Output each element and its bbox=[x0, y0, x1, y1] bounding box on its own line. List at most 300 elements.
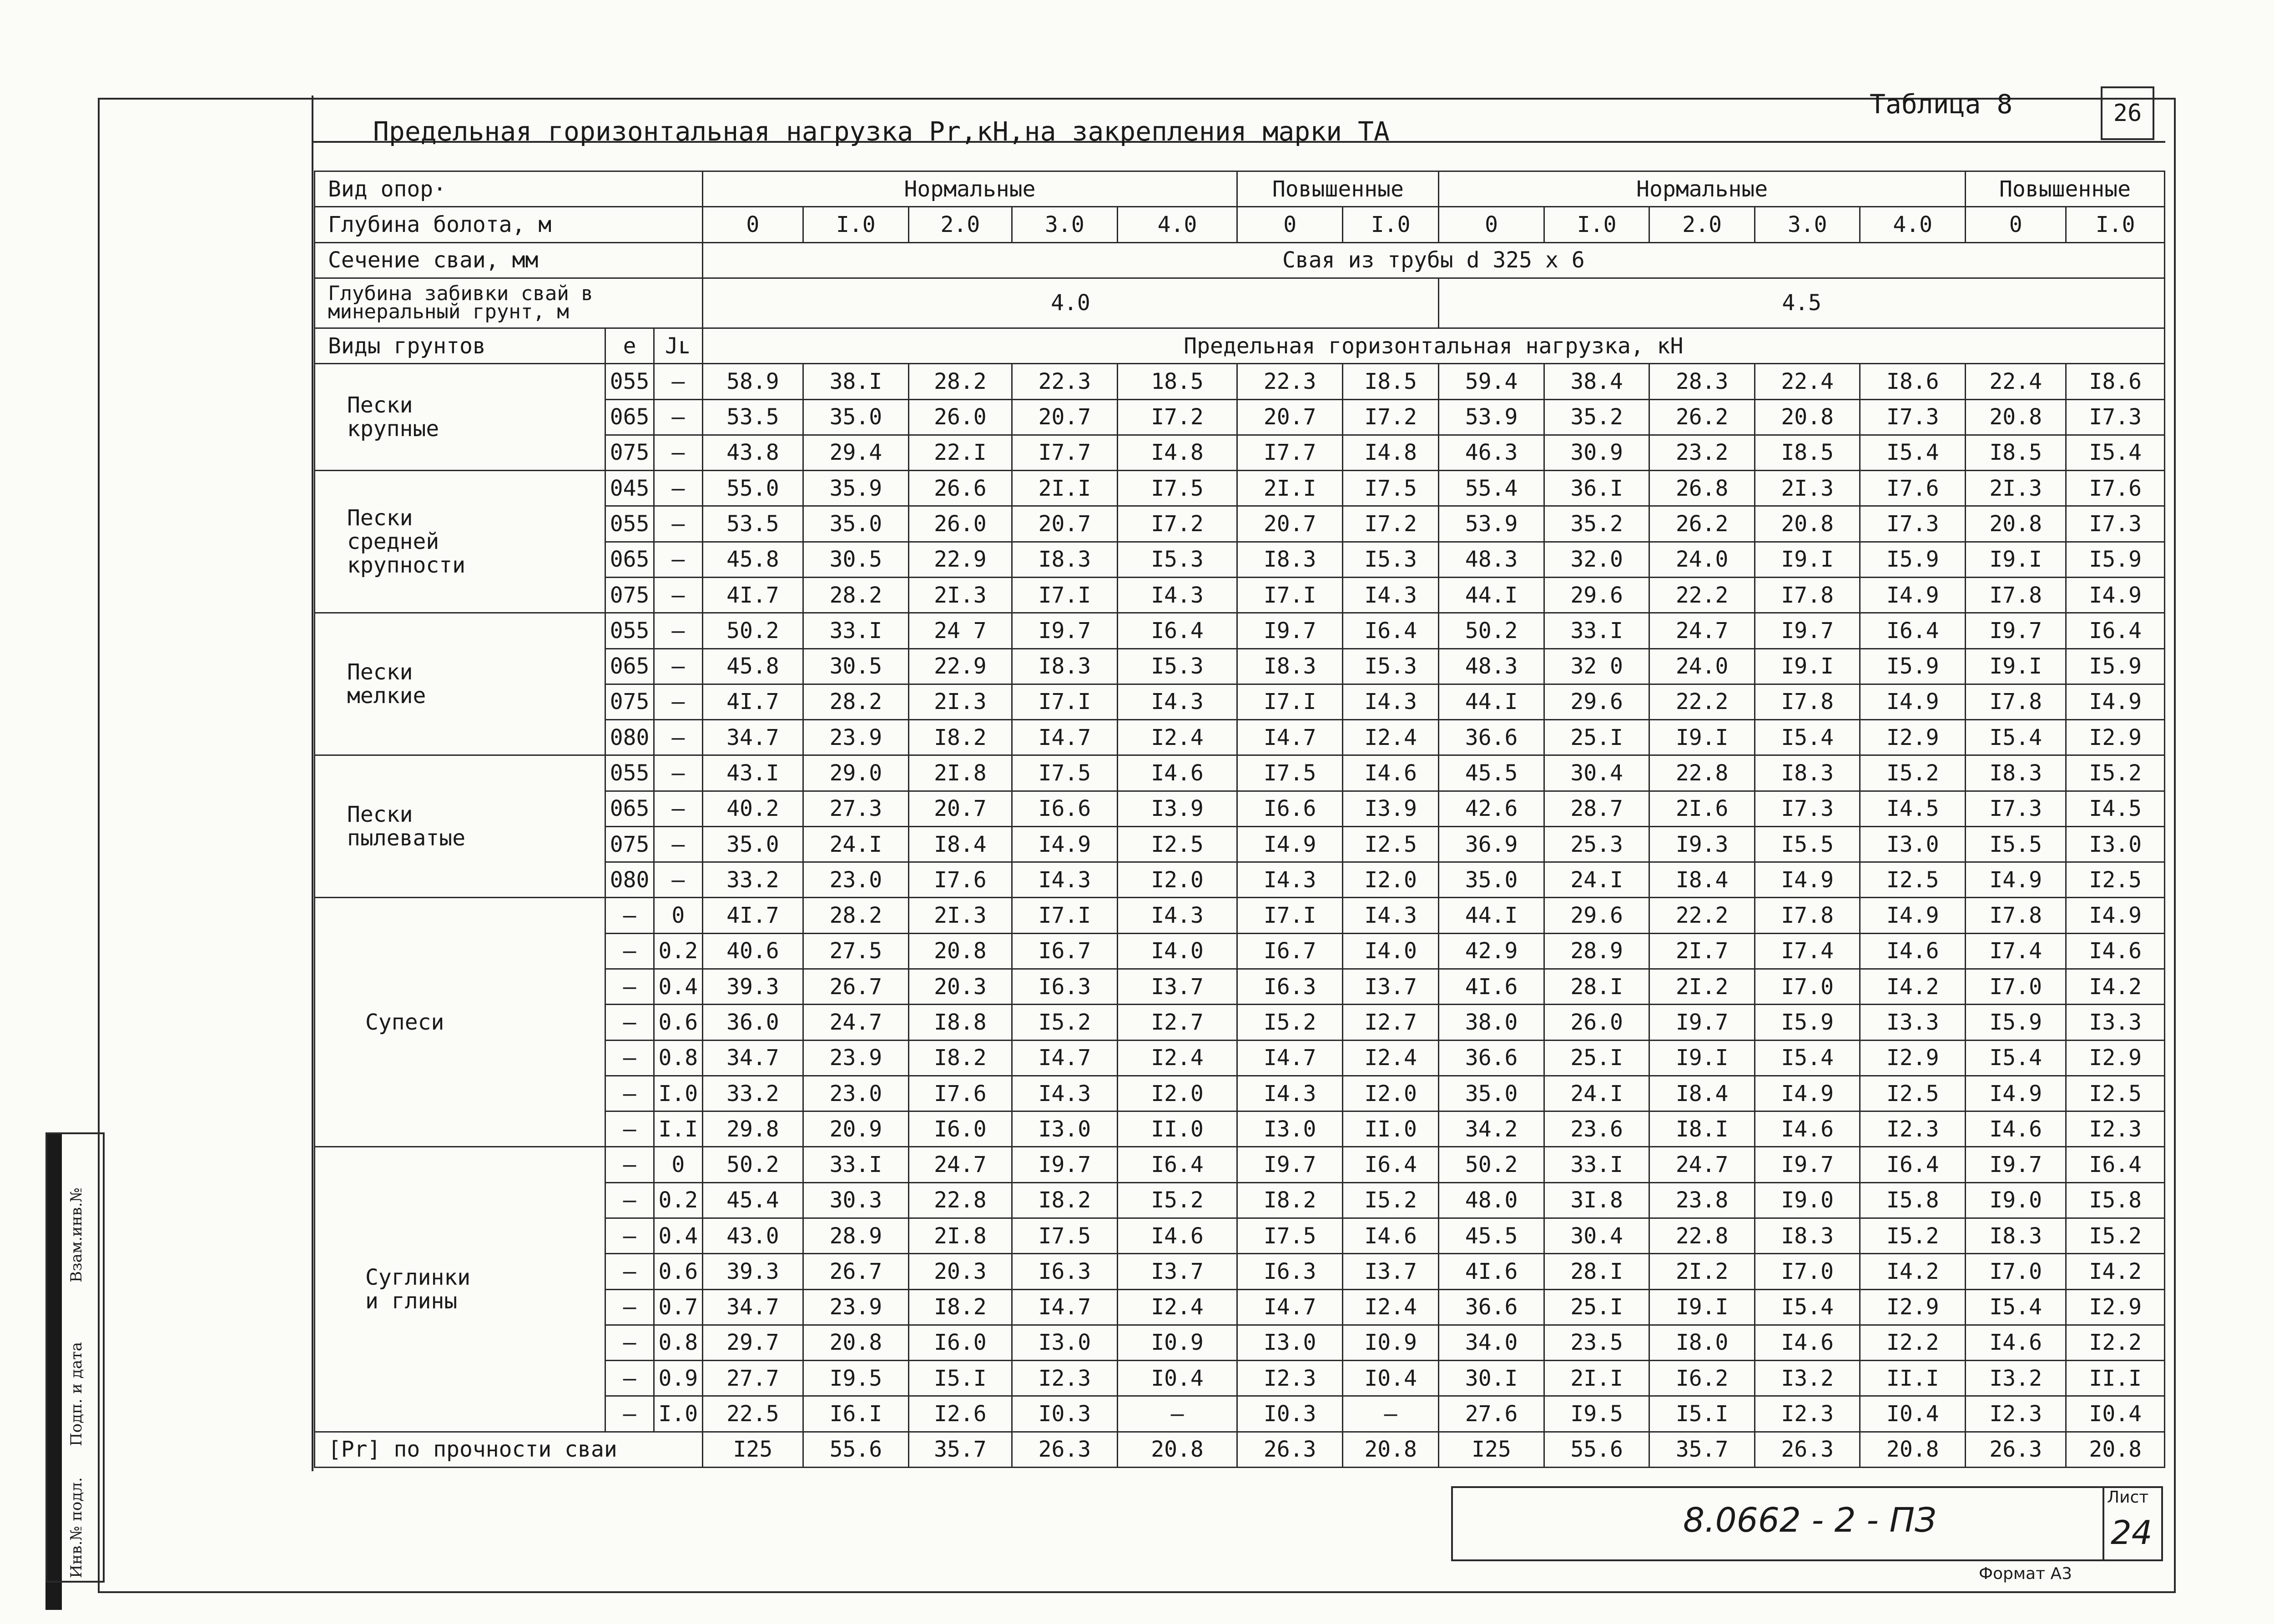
value-cell: I7.5 bbox=[1237, 1218, 1343, 1254]
value-cell: 22.9 bbox=[908, 649, 1012, 684]
depth-cell: 3.0 bbox=[1012, 207, 1118, 242]
value-cell: 33.I bbox=[1544, 1147, 1649, 1182]
value-cell: 2I.6 bbox=[1649, 791, 1755, 826]
value-cell: 40.6 bbox=[702, 933, 803, 969]
strength-value-cell: 20.8 bbox=[2066, 1432, 2165, 1467]
value-cell: I8.2 bbox=[1012, 1182, 1118, 1218]
value-cell: 23.0 bbox=[803, 862, 909, 898]
value-cell: I9.7 bbox=[1965, 1147, 2066, 1182]
value-cell: 26.6 bbox=[908, 471, 1012, 506]
value-cell: 28.I bbox=[1544, 1254, 1649, 1289]
value-cell: I4.2 bbox=[2066, 969, 2165, 1005]
value-cell: I7.7 bbox=[1012, 435, 1118, 470]
value-cell: 42.9 bbox=[1439, 933, 1544, 969]
value-cell: I5.4 bbox=[2066, 435, 2165, 470]
porosity-cell: 065 bbox=[605, 649, 654, 684]
value-cell: I4.3 bbox=[1342, 898, 1438, 933]
value-cell: 29.7 bbox=[702, 1325, 803, 1360]
value-cell: 36.0 bbox=[702, 1005, 803, 1040]
value-cell: I8.6 bbox=[1860, 364, 1966, 399]
value-cell: 43.I bbox=[702, 755, 803, 791]
value-cell: I7.3 bbox=[1755, 791, 1860, 826]
value-cell: 35.2 bbox=[1544, 506, 1649, 542]
value-cell: 30.I bbox=[1439, 1361, 1544, 1396]
value-cell: I9.I bbox=[1649, 1289, 1755, 1325]
value-cell: I9.5 bbox=[803, 1361, 909, 1396]
value-cell: I4.6 bbox=[1342, 1218, 1438, 1254]
value-cell: I0.9 bbox=[1117, 1325, 1237, 1360]
value-cell: I4.6 bbox=[1965, 1325, 2066, 1360]
value-cell: 24.7 bbox=[1649, 1147, 1755, 1182]
liquidity-cell: 0.8 bbox=[654, 1325, 702, 1360]
value-cell: I5.2 bbox=[1860, 1218, 1966, 1254]
value-cell: I5.4 bbox=[1965, 720, 2066, 755]
porosity-cell: – bbox=[605, 1396, 654, 1432]
value-cell: 26.0 bbox=[1544, 1005, 1649, 1040]
header-sechenie: Сечение сваи, мм bbox=[315, 242, 703, 278]
value-cell: I7.5 bbox=[1012, 755, 1118, 791]
value-cell: I5.2 bbox=[1117, 1182, 1237, 1218]
liquidity-cell: 0.6 bbox=[654, 1005, 702, 1040]
value-cell: 23.6 bbox=[1544, 1111, 1649, 1147]
porosity-cell: – bbox=[605, 1040, 654, 1076]
value-cell: I4.7 bbox=[1237, 1289, 1343, 1325]
value-cell: I3.0 bbox=[1237, 1325, 1343, 1360]
value-cell: 2I.I bbox=[1012, 471, 1118, 506]
value-cell: I7.6 bbox=[908, 862, 1012, 898]
value-cell: 36.6 bbox=[1439, 720, 1544, 755]
value-cell: 26.2 bbox=[1649, 399, 1755, 435]
liquidity-cell: – bbox=[654, 826, 702, 862]
value-cell: 29.6 bbox=[1544, 898, 1649, 933]
liquidity-cell: 0.8 bbox=[654, 1040, 702, 1076]
value-cell: 28.7 bbox=[1544, 791, 1649, 826]
value-cell: 38.4 bbox=[1544, 364, 1649, 399]
value-cell: 20.7 bbox=[1237, 399, 1343, 435]
porosity-cell: – bbox=[605, 933, 654, 969]
value-cell: I4.6 bbox=[1117, 755, 1237, 791]
value-cell: I5.2 bbox=[1237, 1005, 1343, 1040]
value-cell: 32 0 bbox=[1544, 649, 1649, 684]
strength-value-cell: 35.7 bbox=[908, 1432, 1012, 1467]
value-cell: I2.3 bbox=[1012, 1361, 1118, 1396]
liquidity-cell: – bbox=[654, 364, 702, 399]
value-cell: 22.8 bbox=[1649, 1218, 1755, 1254]
value-cell: 29.4 bbox=[803, 435, 909, 470]
value-cell: I2.0 bbox=[1342, 1076, 1438, 1111]
strength-value-cell: 26.3 bbox=[1237, 1432, 1343, 1467]
value-cell: 28.I bbox=[1544, 969, 1649, 1005]
soil-type-label: Пески средней крупности bbox=[315, 471, 605, 613]
value-cell: 50.2 bbox=[702, 613, 803, 649]
value-cell: 20.7 bbox=[1012, 399, 1118, 435]
soil-type-label: Пески крупные bbox=[315, 364, 605, 471]
header-svaya: Свая из трубы d 325 x 6 bbox=[702, 242, 2164, 278]
porosity-cell: 080 bbox=[605, 720, 654, 755]
value-cell: I3.0 bbox=[1012, 1111, 1118, 1147]
value-cell: 24.7 bbox=[1649, 613, 1755, 649]
value-cell: I6.3 bbox=[1237, 1254, 1343, 1289]
header-normal-2: Нормальные bbox=[1439, 171, 1966, 207]
value-cell: I4.0 bbox=[1117, 933, 1237, 969]
value-cell: I7.8 bbox=[1755, 577, 1860, 613]
value-cell: 50.2 bbox=[702, 1147, 803, 1182]
value-cell: 20.7 bbox=[908, 791, 1012, 826]
porosity-cell: – bbox=[605, 1111, 654, 1147]
value-cell: I5.8 bbox=[2066, 1182, 2165, 1218]
value-cell: 20.7 bbox=[1237, 506, 1343, 542]
value-cell: 29.8 bbox=[702, 1111, 803, 1147]
value-cell: 29.6 bbox=[1544, 577, 1649, 613]
value-cell: I7.5 bbox=[1237, 755, 1343, 791]
value-cell: 22.5 bbox=[702, 1396, 803, 1432]
value-cell: 36.9 bbox=[1439, 826, 1544, 862]
value-cell: 20.3 bbox=[908, 969, 1012, 1005]
value-cell: I9.I bbox=[1965, 542, 2066, 577]
value-cell: I7.4 bbox=[1965, 933, 2066, 969]
value-cell: I7.I bbox=[1237, 577, 1343, 613]
value-cell: 22.9 bbox=[908, 542, 1012, 577]
liquidity-cell: 0.4 bbox=[654, 969, 702, 1005]
value-cell: I3.2 bbox=[1755, 1361, 1860, 1396]
value-cell: 20.8 bbox=[1755, 399, 1860, 435]
porosity-cell: – bbox=[605, 1005, 654, 1040]
value-cell: I0.3 bbox=[1012, 1396, 1118, 1432]
value-cell: I7.3 bbox=[1860, 506, 1966, 542]
value-cell: I2.0 bbox=[1117, 1076, 1237, 1111]
depth-cell: 2.0 bbox=[1649, 207, 1755, 242]
value-cell: 4I.6 bbox=[1439, 1254, 1544, 1289]
porosity-cell: – bbox=[605, 969, 654, 1005]
liquidity-cell: – bbox=[654, 542, 702, 577]
value-cell: 48.0 bbox=[1439, 1182, 1544, 1218]
table-row bbox=[315, 364, 2165, 399]
value-cell: I9.7 bbox=[1012, 613, 1118, 649]
value-cell: I0.4 bbox=[1342, 1361, 1438, 1396]
value-cell: 42.6 bbox=[1439, 791, 1544, 826]
value-cell: 34.2 bbox=[1439, 1111, 1544, 1147]
value-cell: I6.3 bbox=[1012, 1254, 1118, 1289]
value-cell: I3.0 bbox=[1012, 1325, 1118, 1360]
value-cell: I7.7 bbox=[1237, 435, 1343, 470]
value-cell: 20.3 bbox=[908, 1254, 1012, 1289]
value-cell: 22.8 bbox=[1649, 755, 1755, 791]
liquidity-cell: 0.4 bbox=[654, 1218, 702, 1254]
value-cell: I6.4 bbox=[1342, 613, 1438, 649]
value-cell: 2I.2 bbox=[1649, 969, 1755, 1005]
value-cell: I4.3 bbox=[1012, 1076, 1118, 1111]
value-cell: I2.3 bbox=[1755, 1396, 1860, 1432]
porosity-cell: – bbox=[605, 1254, 654, 1289]
value-cell: 30.5 bbox=[803, 542, 909, 577]
value-cell: 48.3 bbox=[1439, 649, 1544, 684]
depth-cell: 0 bbox=[1237, 207, 1343, 242]
value-cell: 22.3 bbox=[1012, 364, 1118, 399]
value-cell: I2.6 bbox=[908, 1396, 1012, 1432]
value-cell: I6.3 bbox=[1237, 969, 1343, 1005]
value-cell: I7.3 bbox=[2066, 399, 2165, 435]
liquidity-cell: 0.2 bbox=[654, 1182, 702, 1218]
value-cell: 23.9 bbox=[803, 720, 909, 755]
value-cell: 22.2 bbox=[1649, 898, 1755, 933]
value-cell: I5.9 bbox=[1860, 542, 1966, 577]
value-cell: I5.9 bbox=[2066, 542, 2165, 577]
value-cell: I5.4 bbox=[1965, 1040, 2066, 1076]
value-cell: 44.I bbox=[1439, 898, 1544, 933]
value-cell: I8.4 bbox=[1649, 862, 1755, 898]
value-cell: I4.5 bbox=[1860, 791, 1966, 826]
value-cell: 28.9 bbox=[803, 1218, 909, 1254]
value-cell: I4.6 bbox=[1117, 1218, 1237, 1254]
value-cell: I7.I bbox=[1012, 577, 1118, 613]
value-cell: 35.0 bbox=[1439, 1076, 1544, 1111]
depth-cell: 0 bbox=[1439, 207, 1544, 242]
table-row bbox=[315, 471, 2165, 506]
value-cell: 38.I bbox=[803, 364, 909, 399]
value-cell: II.0 bbox=[1117, 1111, 1237, 1147]
value-cell: 2I.3 bbox=[1755, 471, 1860, 506]
value-cell: 25.I bbox=[1544, 1289, 1649, 1325]
porosity-cell: 065 bbox=[605, 399, 654, 435]
side-label-sign: Подп. и дата bbox=[67, 1342, 86, 1446]
value-cell: 2I.2 bbox=[1649, 1254, 1755, 1289]
strength-value-cell: 20.8 bbox=[1342, 1432, 1438, 1467]
value-cell: I4.9 bbox=[1965, 1076, 2066, 1111]
value-cell: 35.0 bbox=[803, 506, 909, 542]
value-cell: 24.7 bbox=[908, 1147, 1012, 1182]
porosity-cell: 075 bbox=[605, 684, 654, 719]
header-glubina-bolota: Глубина болота, м bbox=[315, 207, 703, 242]
value-cell: I8.3 bbox=[1237, 542, 1343, 577]
side-label-vzam: Взам.инв.№ bbox=[67, 1187, 86, 1282]
porosity-cell: 065 bbox=[605, 542, 654, 577]
value-cell: I5.4 bbox=[1755, 1289, 1860, 1325]
value-cell: 3I.8 bbox=[1544, 1182, 1649, 1218]
value-cell: I3.0 bbox=[1237, 1111, 1343, 1147]
value-cell: I5.9 bbox=[1860, 649, 1966, 684]
strength-value-cell: 20.8 bbox=[1860, 1432, 1966, 1467]
value-cell: I8.5 bbox=[1342, 364, 1438, 399]
value-cell: I5.9 bbox=[1965, 1005, 2066, 1040]
value-cell: I8.3 bbox=[1965, 1218, 2066, 1254]
value-cell: I4.7 bbox=[1012, 1040, 1118, 1076]
value-cell: I9.I bbox=[1649, 720, 1755, 755]
value-cell: I4.6 bbox=[1342, 755, 1438, 791]
value-cell: I4.3 bbox=[1117, 577, 1237, 613]
value-cell: 24 7 bbox=[908, 613, 1012, 649]
value-cell: 27.6 bbox=[1439, 1396, 1544, 1432]
value-cell: I7.0 bbox=[1965, 1254, 2066, 1289]
value-cell: I7.I bbox=[1012, 684, 1118, 719]
porosity-cell: 055 bbox=[605, 613, 654, 649]
value-cell: I4.3 bbox=[1012, 862, 1118, 898]
value-cell: 22.4 bbox=[1755, 364, 1860, 399]
value-cell: I4.9 bbox=[2066, 898, 2165, 933]
porosity-cell: – bbox=[605, 1182, 654, 1218]
value-cell: 2I.8 bbox=[908, 1218, 1012, 1254]
value-cell: I8.2 bbox=[908, 1289, 1012, 1325]
value-cell: I4.6 bbox=[1860, 933, 1966, 969]
liquidity-cell: – bbox=[654, 435, 702, 470]
value-cell: 2I.3 bbox=[1965, 471, 2066, 506]
header-col-il: Jʟ bbox=[654, 328, 702, 363]
value-cell: I9.7 bbox=[1755, 1147, 1860, 1182]
value-cell: 20.8 bbox=[1755, 506, 1860, 542]
sheet-label: Лист bbox=[2107, 1488, 2149, 1507]
value-cell: I7.0 bbox=[1755, 969, 1860, 1005]
value-cell: 2I.I bbox=[1237, 471, 1343, 506]
value-cell: I4.8 bbox=[1117, 435, 1237, 470]
value-cell: I5.2 bbox=[2066, 755, 2165, 791]
strength-value-cell: 20.8 bbox=[1117, 1432, 1237, 1467]
value-cell: 24.7 bbox=[803, 1005, 909, 1040]
value-cell: I2.9 bbox=[1860, 1289, 1966, 1325]
value-cell: I7.6 bbox=[908, 1076, 1012, 1111]
value-cell: 20.7 bbox=[1012, 506, 1118, 542]
value-cell: I3.3 bbox=[1860, 1005, 1966, 1040]
value-cell: I8.4 bbox=[908, 826, 1012, 862]
value-cell: 33.I bbox=[803, 613, 909, 649]
value-cell: 26.0 bbox=[908, 399, 1012, 435]
value-cell: I2.7 bbox=[1342, 1005, 1438, 1040]
value-cell: 29.6 bbox=[1544, 684, 1649, 719]
value-cell: I6.0 bbox=[908, 1111, 1012, 1147]
liquidity-cell: 0 bbox=[654, 1147, 702, 1182]
value-cell: I4.7 bbox=[1237, 720, 1343, 755]
value-cell: I4.9 bbox=[1012, 826, 1118, 862]
porosity-cell: 075 bbox=[605, 435, 654, 470]
value-cell: 20.8 bbox=[1965, 506, 2066, 542]
liquidity-cell: – bbox=[654, 399, 702, 435]
strength-value-cell: 26.3 bbox=[1012, 1432, 1118, 1467]
header-zab-1: 4.0 bbox=[702, 278, 1439, 328]
value-cell: I5.5 bbox=[1965, 826, 2066, 862]
value-cell: 29.0 bbox=[803, 755, 909, 791]
value-cell: I7.0 bbox=[1755, 1254, 1860, 1289]
value-cell: 2I.I bbox=[1544, 1361, 1649, 1396]
value-cell: I6.4 bbox=[1860, 1147, 1966, 1182]
value-cell: 18.5 bbox=[1117, 364, 1237, 399]
value-cell: I7.2 bbox=[1117, 399, 1237, 435]
value-cell: 32.0 bbox=[1544, 542, 1649, 577]
value-cell: I3.9 bbox=[1342, 791, 1438, 826]
depth-cell: 0 bbox=[1965, 207, 2066, 242]
value-cell: I4.3 bbox=[1237, 862, 1343, 898]
value-cell: I0.4 bbox=[1860, 1396, 1966, 1432]
strength-value-cell: 35.7 bbox=[1649, 1432, 1755, 1467]
value-cell: I5.4 bbox=[1755, 720, 1860, 755]
value-cell: I6.6 bbox=[1012, 791, 1118, 826]
value-cell: 20.8 bbox=[1965, 399, 2066, 435]
value-cell: 28.2 bbox=[803, 898, 909, 933]
value-cell: I5.4 bbox=[1965, 1289, 2066, 1325]
value-cell: I8.I bbox=[1649, 1111, 1755, 1147]
value-cell: 23.2 bbox=[1649, 435, 1755, 470]
value-cell: I4.0 bbox=[1342, 933, 1438, 969]
value-cell: I7.0 bbox=[1965, 969, 2066, 1005]
value-cell: 34.7 bbox=[702, 1040, 803, 1076]
porosity-cell: 075 bbox=[605, 577, 654, 613]
value-cell: I5.3 bbox=[1117, 649, 1237, 684]
value-cell: 30.9 bbox=[1544, 435, 1649, 470]
liquidity-cell: – bbox=[654, 506, 702, 542]
value-cell: I7.3 bbox=[2066, 506, 2165, 542]
value-cell: I7.8 bbox=[1965, 898, 2066, 933]
value-cell: I6.4 bbox=[1117, 1147, 1237, 1182]
strength-value-cell: 26.3 bbox=[1755, 1432, 1860, 1467]
header-row-1 bbox=[315, 171, 2165, 207]
value-cell: I4.6 bbox=[2066, 933, 2165, 969]
value-cell: – bbox=[1342, 1396, 1438, 1432]
depth-cell: 2.0 bbox=[908, 207, 1012, 242]
value-cell: I2.9 bbox=[1860, 720, 1966, 755]
value-cell: I8.2 bbox=[908, 1040, 1012, 1076]
value-cell: I2.2 bbox=[2066, 1325, 2165, 1360]
value-cell: I9.I bbox=[1965, 649, 2066, 684]
value-cell: 48.3 bbox=[1439, 542, 1544, 577]
value-cell: 4I.7 bbox=[702, 684, 803, 719]
value-cell: I6.6 bbox=[1237, 791, 1343, 826]
value-cell: I4.9 bbox=[1965, 862, 2066, 898]
value-cell: I9.0 bbox=[1965, 1182, 2066, 1218]
value-cell: I4.9 bbox=[1755, 862, 1860, 898]
page-number: 26 bbox=[2101, 86, 2154, 140]
strength-value-cell: 26.3 bbox=[1965, 1432, 2066, 1467]
value-cell: I2.0 bbox=[1117, 862, 1237, 898]
value-cell: 45.5 bbox=[1439, 1218, 1544, 1254]
value-cell: 22.8 bbox=[908, 1182, 1012, 1218]
value-cell: I6.4 bbox=[2066, 1147, 2165, 1182]
value-cell: 26.7 bbox=[803, 969, 909, 1005]
value-cell: 22.4 bbox=[1965, 364, 2066, 399]
value-cell: 23.0 bbox=[803, 1076, 909, 1111]
value-cell: 55.0 bbox=[702, 471, 803, 506]
value-cell: I5.8 bbox=[1860, 1182, 1966, 1218]
value-cell: I9.3 bbox=[1649, 826, 1755, 862]
value-cell: 2I.3 bbox=[908, 898, 1012, 933]
table-row bbox=[315, 613, 2165, 649]
value-cell: I5.3 bbox=[1342, 542, 1438, 577]
value-cell: I8.8 bbox=[908, 1005, 1012, 1040]
value-cell: I9.7 bbox=[1649, 1005, 1755, 1040]
value-cell: 4I.7 bbox=[702, 898, 803, 933]
liquidity-cell: – bbox=[654, 791, 702, 826]
value-cell: 53.5 bbox=[702, 399, 803, 435]
porosity-cell: 065 bbox=[605, 791, 654, 826]
value-cell: I8.3 bbox=[1237, 649, 1343, 684]
value-cell: I2.3 bbox=[1860, 1111, 1966, 1147]
header-povysh-1: Повышенные bbox=[1237, 171, 1439, 207]
value-cell: I4.3 bbox=[1117, 684, 1237, 719]
value-cell: 34.0 bbox=[1439, 1325, 1544, 1360]
liquidity-cell: – bbox=[654, 471, 702, 506]
value-cell: 26.7 bbox=[803, 1254, 909, 1289]
porosity-cell: – bbox=[605, 1076, 654, 1111]
liquidity-cell: – bbox=[654, 613, 702, 649]
value-cell: I4.9 bbox=[2066, 577, 2165, 613]
value-cell: I7.8 bbox=[1755, 684, 1860, 719]
value-cell: I4.9 bbox=[2066, 684, 2165, 719]
value-cell: 50.2 bbox=[1439, 613, 1544, 649]
value-cell: 25.I bbox=[1544, 720, 1649, 755]
liquidity-cell: I.I bbox=[654, 1111, 702, 1147]
porosity-cell: 055 bbox=[605, 364, 654, 399]
value-cell: I6.4 bbox=[1117, 613, 1237, 649]
value-cell: 27.5 bbox=[803, 933, 909, 969]
value-cell: I2.5 bbox=[1117, 826, 1237, 862]
value-cell: 24.I bbox=[1544, 1076, 1649, 1111]
value-cell: I9.7 bbox=[1755, 613, 1860, 649]
